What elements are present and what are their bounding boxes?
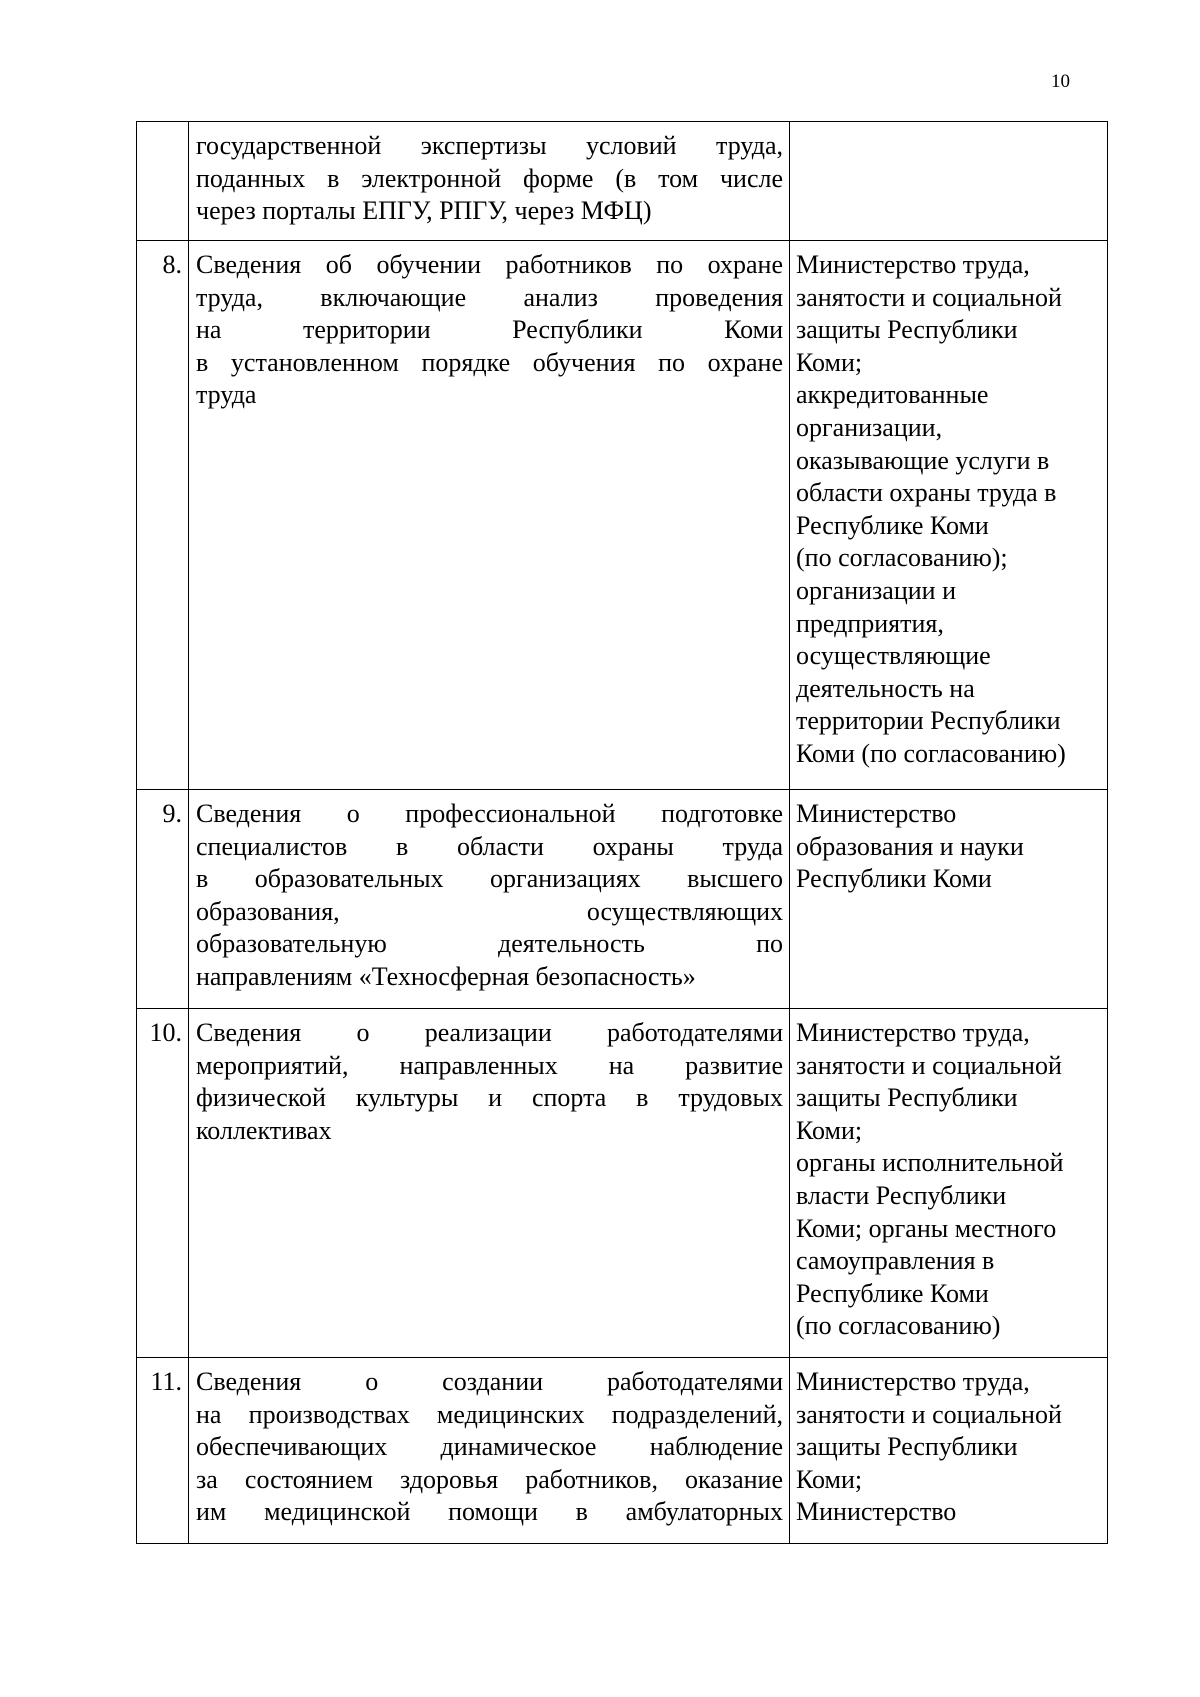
info-line: Сведения об обучении работников по охране: [196, 250, 783, 279]
responsible-cell: [790, 241, 1108, 790]
info-cell: [189, 241, 790, 790]
info-cell: [189, 1358, 790, 1544]
responsible-line: деятельность на: [796, 673, 975, 703]
info-line: образовательную деятельность по: [196, 929, 783, 959]
responsible-line: Коми; органы местного: [796, 1213, 1057, 1243]
responsible-line: Коми (по согласованию): [796, 738, 1066, 768]
responsible-cell: [790, 1358, 1108, 1544]
responsible-cell: [790, 122, 1108, 241]
info-line: в установленном порядке обучения по охране: [196, 347, 783, 377]
responsible-cell: [790, 1009, 1108, 1358]
row-number: 8.: [137, 241, 189, 790]
responsible-line: оказывающие услуги в: [796, 445, 1050, 475]
responsible-line: Республики Коми: [796, 864, 992, 894]
info-line: им медицинской помощи в амбулаторных: [196, 1497, 783, 1527]
responsible-line: предприятия,: [796, 608, 944, 638]
table-row: [137, 1358, 1108, 1544]
info-line: труда, включающие анализ проведения: [196, 282, 783, 312]
info-line-last: труда: [196, 380, 257, 410]
info-line: на территории Республики Коми: [196, 315, 783, 345]
info-line: поданных в электронной форме (в том числе: [196, 163, 783, 193]
table-row: [137, 1009, 1108, 1358]
info-line: на производствах медицинских подразделений,: [196, 1399, 783, 1429]
info-line: за состоянием здоровья работников, оказание: [196, 1464, 783, 1494]
info-line: Сведения о реализации работодателями: [196, 1018, 783, 1047]
row-number: 11.: [137, 1358, 189, 1544]
responsible-line: самоуправления в: [796, 1246, 995, 1276]
responsible-line: Министерство труда,: [796, 1018, 1030, 1047]
responsible-line: области охраны труда в: [796, 478, 1057, 508]
info-line-last: направлениям «Техносферная безопасность»: [196, 961, 696, 991]
responsible-line: органы исполнительной: [796, 1148, 1064, 1178]
responsible-line: Министерство: [796, 1497, 957, 1527]
info-line: Сведения о профессиональной подготовке: [196, 799, 783, 828]
table-row: [137, 241, 1108, 790]
row-number: 10.: [137, 1009, 189, 1358]
responsible-line: Республике Коми: [796, 510, 989, 540]
responsible-line: (по согласованию): [796, 1311, 1001, 1341]
page-number: 10: [1051, 71, 1070, 92]
info-line: Сведения о создании работодателями: [196, 1367, 783, 1396]
info-cell: [189, 1009, 790, 1358]
data-table: [136, 121, 1108, 1544]
responsible-line: Министерство: [796, 799, 957, 828]
responsible-line: образования и науки: [796, 831, 1024, 861]
info-cell: [189, 790, 790, 1009]
info-line: специалистов в области охраны труда: [196, 831, 783, 861]
responsible-line: организации,: [796, 412, 943, 442]
info-line-last: через порталы ЕПГУ, РПГУ, через МФЦ): [196, 196, 652, 226]
responsible-line: Коми;: [796, 1464, 863, 1494]
responsible-line: власти Республики: [796, 1180, 1007, 1210]
responsible-cell: [790, 790, 1108, 1009]
responsible-line: занятости и социальной: [796, 282, 1062, 312]
responsible-line: Республике Коми: [796, 1278, 989, 1308]
responsible-line: защиты Республики: [796, 315, 1018, 345]
responsible-line: организации и: [796, 575, 956, 605]
table-row: [137, 122, 1108, 241]
responsible-line: занятости и социальной: [796, 1050, 1062, 1080]
info-cell: [189, 122, 790, 241]
info-line: государственной экспертизы условий труда,: [196, 131, 783, 160]
responsible-line: защиты Республики: [796, 1083, 1018, 1113]
responsible-line: территории Республики: [796, 706, 1061, 736]
responsible-line: защиты Республики: [796, 1432, 1018, 1462]
row-number: 9.: [137, 790, 189, 1009]
responsible-line: Министерство труда,: [796, 250, 1030, 279]
responsible-line: осуществляющие: [796, 641, 991, 671]
table-body: [137, 122, 1108, 1544]
table-row: [137, 790, 1108, 1009]
responsible-line: Коми;: [796, 1115, 863, 1145]
row-number: [137, 122, 189, 241]
info-line: обеспечивающих динамическое наблюдение: [196, 1432, 783, 1462]
info-line-last: коллективах: [196, 1115, 332, 1145]
responsible-line: Коми;: [796, 347, 863, 377]
info-line: образования, осуществляющих: [196, 896, 783, 926]
responsible-line: аккредитованные: [796, 380, 989, 410]
responsible-line: занятости и социальной: [796, 1399, 1062, 1429]
info-line: физической культуры и спорта в трудовых: [196, 1083, 783, 1113]
info-line: в образовательных организациях высшего: [196, 864, 783, 894]
info-line: мероприятий, направленных на развитие: [196, 1050, 783, 1080]
responsible-line: Министерство труда,: [796, 1367, 1030, 1396]
responsible-line: (по согласованию);: [796, 543, 1008, 573]
